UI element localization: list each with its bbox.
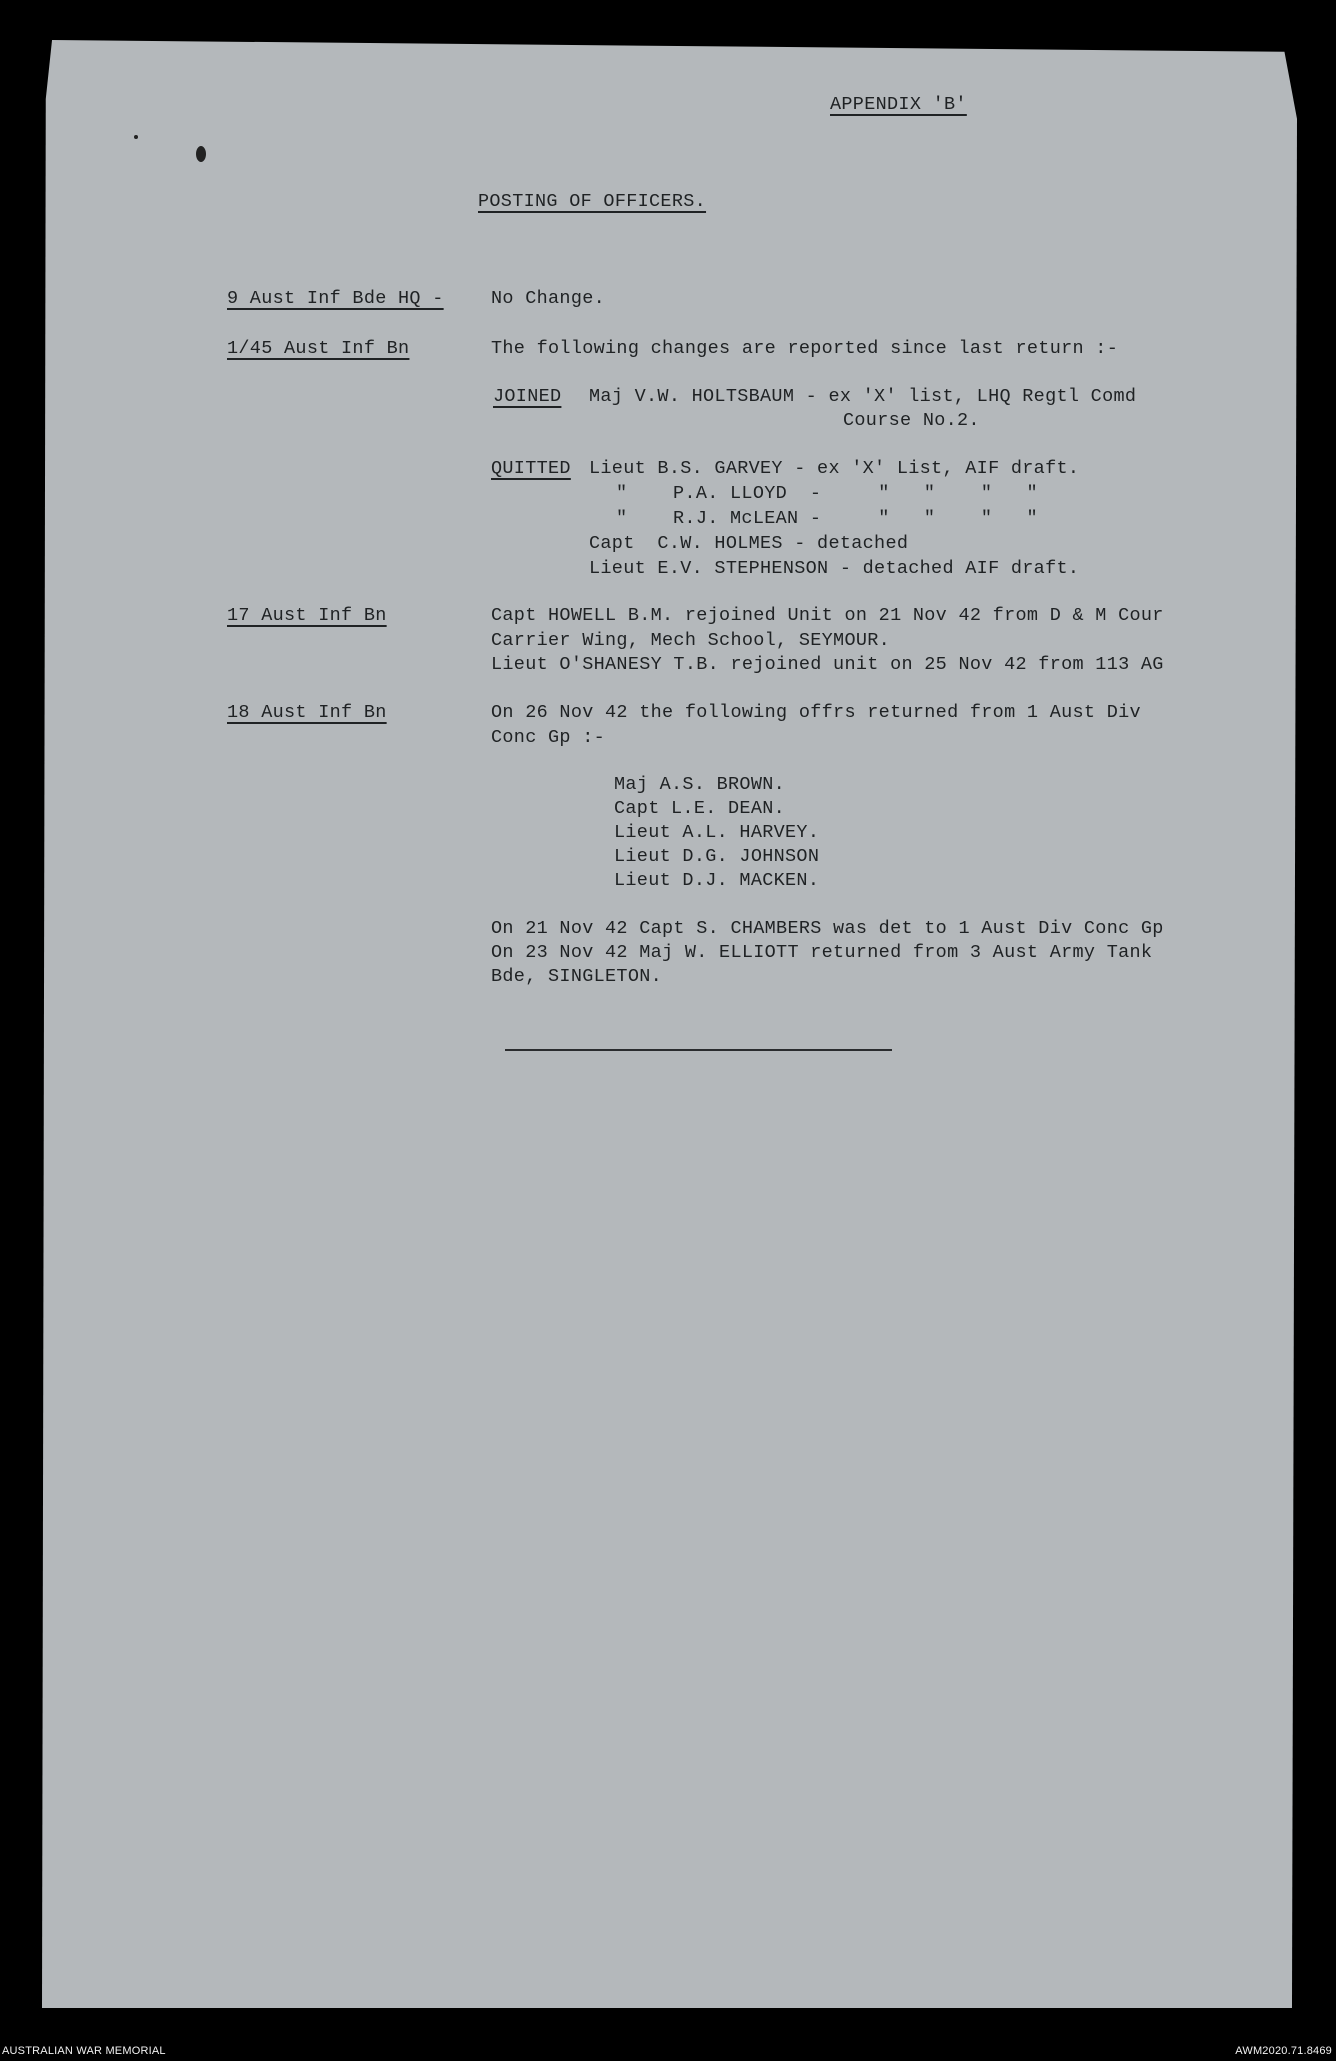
ink-speck [196,146,206,162]
officer-name: Capt L.E. DEAN. [614,798,786,819]
joined-label: JOINED [493,386,562,407]
officer-name: Lieut D.J. MACKEN. [614,870,820,891]
unit-label-18-bn: 18 Aust Inf Bn [227,702,387,723]
bn-1-45-intro: The following changes are reported since last return :- [491,338,1119,359]
bn-18-line: On 26 Nov 42 the following offrs returned from 1 Aust Div [491,702,1141,723]
page-title: POSTING OF OFFICERS. [478,191,707,212]
bde-hq-status: No Change. [491,288,606,309]
unit-label-bde-hq: 9 Aust Inf Bde HQ - [227,288,444,309]
bn-17-line: Carrier Wing, Mech School, SEYMOUR. [491,630,891,651]
unit-label-1-45-bn: 1/45 Aust Inf Bn [227,338,410,359]
joined-line: Maj V.W. HOLTSBAUM - ex 'X' list, LHQ Regtl Comd [589,386,1137,407]
quitted-label: QUITTED [491,458,571,479]
bn-17-line: Lieut O'SHANESY T.B. rejoined unit on 25 Nov 42 from 113 AG [491,654,1164,675]
officer-name: Lieut A.L. HARVEY. [614,822,820,843]
footer-right: AWM2020.71.8469 [1235,2045,1332,2057]
bn-18-line: Conc Gp :- [491,727,606,748]
quitted-line: " R.J. McLEAN - " " " " [616,508,1038,529]
quitted-line: Lieut E.V. STEPHENSON - detached AIF draft. [589,558,1080,579]
closing-rule [505,1049,892,1051]
unit-label-17-bn: 17 Aust Inf Bn [227,605,387,626]
officer-name: Maj A.S. BROWN. [614,774,786,795]
bn-18-line: Bde, SINGLETON. [491,966,663,987]
document-page [42,40,1297,2008]
bn-18-line: On 23 Nov 42 Maj W. ELLIOTT returned from 3 Aust Army Tank [491,942,1153,963]
quitted-line: Capt C.W. HOLMES - detached [589,533,909,554]
quitted-line: " P.A. LLOYD - " " " " [616,483,1038,504]
quitted-line: Lieut B.S. GARVEY - ex 'X' List, AIF draft. [589,458,1080,479]
officer-name: Lieut D.G. JOHNSON [614,846,820,867]
joined-line: Course No.2. [843,410,980,431]
footer-left: AUSTRALIAN WAR MEMORIAL [2,2045,166,2057]
bn-18-line: On 21 Nov 42 Capt S. CHAMBERS was det to 1 Aust Div Conc Gp [491,918,1164,939]
ink-speck [134,135,138,139]
bn-17-line: Capt HOWELL B.M. rejoined Unit on 21 Nov 42 from D & M Cour [491,605,1164,626]
appendix-heading: APPENDIX 'B' [830,94,967,115]
